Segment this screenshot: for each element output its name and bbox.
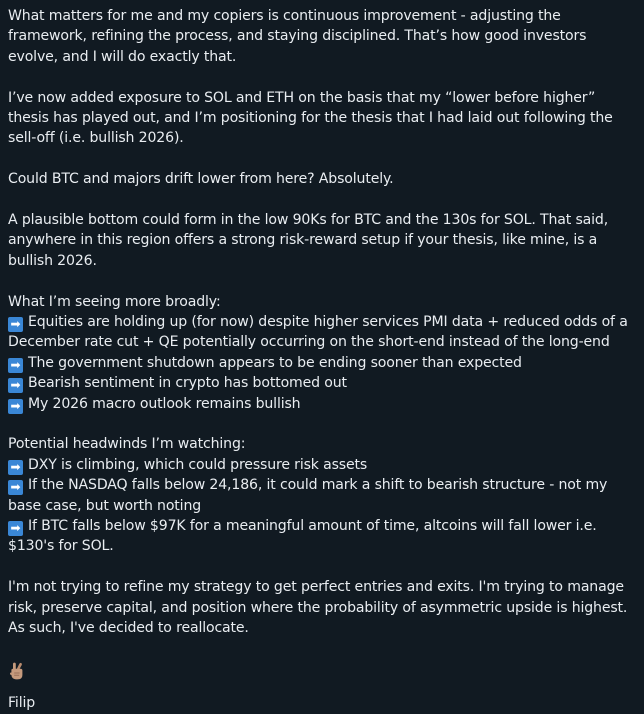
broad-item-text: Bearish sentiment in crypto has bottomed out [28, 375, 347, 392]
right-arrow-icon: ➡ [8, 358, 23, 373]
right-arrow-icon: ➡ [8, 521, 23, 536]
broad-item [8, 312, 636, 353]
broad-item-text: The government shutdown appears to be ending sooner than expected [28, 354, 522, 371]
crossed-fingers-icon [8, 659, 636, 687]
right-arrow-icon: ➡ [8, 317, 23, 332]
broad-item-text: My 2026 macro outlook remains bullish [28, 395, 301, 412]
broad-item [8, 353, 636, 373]
headwind-item [8, 455, 636, 475]
broad-item [8, 394, 636, 414]
headwind-item [8, 516, 636, 557]
right-arrow-icon: ➡ [8, 378, 23, 393]
right-arrow-icon: ➡ [8, 460, 23, 475]
broad-section [8, 292, 636, 414]
headwinds-heading: Potential headwinds I’m watching: [8, 436, 246, 453]
paragraph-intro: What matters for me and my copiers is continuous improvement - adjusting the framework, refining the process, and staying disciplined. That’s how good investors evolve, and I will do exactly that. [8, 8, 587, 65]
headwind-item [8, 475, 636, 516]
headwind-item-text: If BTC falls below $97K for a meaningful amount of time, altcoins will fall lower i.e. $130's for SOL. [8, 518, 597, 555]
headwind-item-text: DXY is climbing, which could pressure risk assets [28, 456, 368, 473]
signature: Filip [8, 695, 36, 712]
broad-item [8, 373, 636, 393]
paragraph-exposure: I’ve now added exposure to SOL and ETH on the basis that my “lower before higher” thesis has played out, and I’m positioning for the thesis that I had laid out following the sell-off (i.e. bullish 2026). [8, 89, 613, 147]
right-arrow-icon: ➡ [8, 480, 23, 495]
broad-heading: What I’m seeing more broadly: [8, 293, 221, 310]
headwinds-section [8, 434, 636, 556]
broad-item-text: Equities are holding up (for now) despite higher services PMI data + reduced odds of a December rate cut + QE potentially occurring on the short-end instead of the long-end [8, 314, 628, 351]
paragraph-reallocate: I'm not trying to refine my strategy to get perfect entries and exits. I'm trying to manage risk, preserve capital, and position where the probability of asymmetric upside is highest. As such, I've decided to reallocate. [8, 579, 628, 637]
paragraph-bottom: A plausible bottom could form in the low 90Ks for BTC and the 130s for SOL. That said, anywhere in this region offers a strong risk-reward setup if your thesis, like mine, is a bullish 2026. [8, 212, 609, 269]
right-arrow-icon: ➡ [8, 399, 23, 414]
crossed-fingers-icon-svg [8, 661, 26, 681]
headwind-item-text: If the NASDAQ falls below 24,186, it could mark a shift to bearish structure - not my base case, but worth noting [8, 477, 608, 514]
paragraph-question: Could BTC and majors drift lower from here? Absolutely. [8, 171, 394, 188]
